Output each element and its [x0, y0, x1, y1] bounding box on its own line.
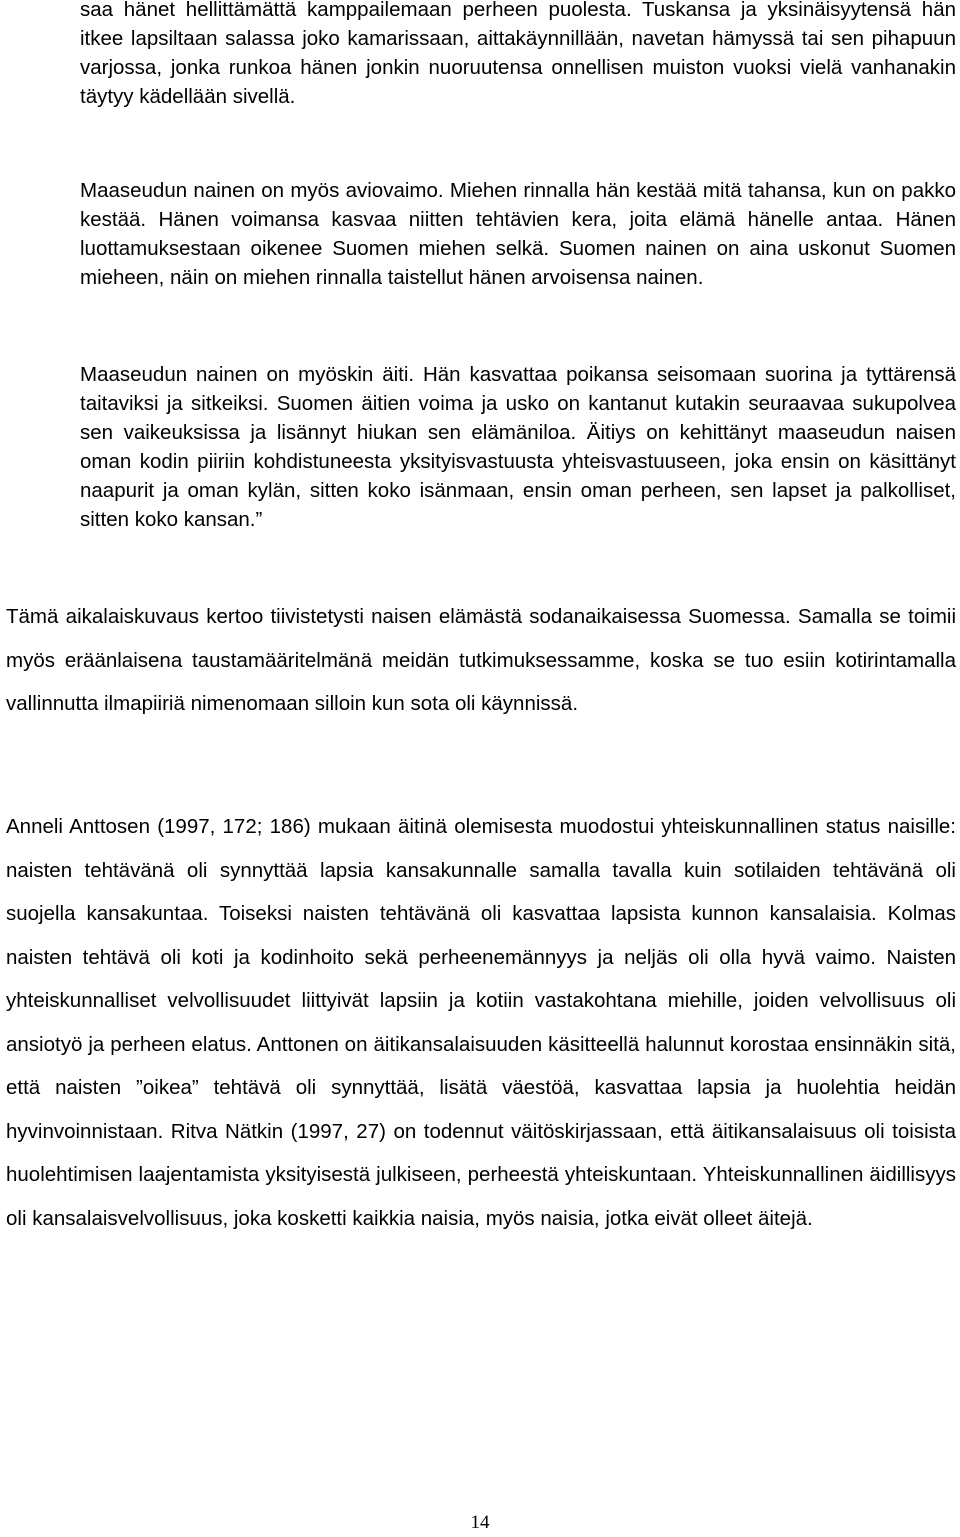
- quote-paragraph-3: Maaseudun nainen on myöskin äiti. Hän kasvattaa poikansa seisomaan suorina ja tyttärensä taitaviksi ja sitkeiksi. Suomen äitien voima ja usko on kantanut kutakin seuraavaa sukupolvea sen vaikeuksissa ja lisännyt hiukan sen elämäniloa. Äitiys on kehittänyt maaseudun naisen oman kodin piiriin kohdistuneesta yksityisvastuusta yhteisvastuuseen, joka ensin on käsittänyt naapurit ja oman kylän, sitten koko isänmaan, ensin oman perheen, sen lapset ja palkolliset, sitten koko kansan.”: [80, 363, 956, 531]
- quote-paragraph-1: saa hänet hellittämättä kamppailemaan perheen puolesta. Tuskansa ja yksinäisyytensä hän itkee lapsiltaan salassa joko kamarissaan, aittakäynnillään, navetan hämyssä tai sen pihapuun varjossa, jonka runkoa hänen jonkin nuoruutensa onnellisen muiston vuoksi vielä vanhanakin täytyy kädellään sivellä.: [80, 0, 956, 108]
- body-paragraph-2: Anneli Anttosen (1997, 172; 186) mukaan äitinä olemisesta muodostui yhteiskunnallinen status naisille: naisten tehtävänä oli synnyttää lapsia kansakunnalle samalla tavalla kuin sotilaiden tehtävänä oli suojella kansakuntaa. Toiseksi naisten tehtävänä oli kasvattaa lapsista kunnon kansalaisia. Kolmas naisten tehtävä oli koti ja kodinhoito sekä perheenemännyys ja neljäs oli olla hyvä vaimo. Naisten yhteiskunnalliset velvollisuudet liittyivät lapsiin ja kotiin vastakohtana miehille, joiden velvollisuus oli ansiotyö ja perheen elatus. Anttonen on äitikansalaisuuden käsitteellä halunnut korostaa ensinnäkin sitä, että naisten ”oikea” tehtävä oli synnyttää, lisätä väestöä, kasvattaa lapsia ja huolehtia heidän hyvinvoinnistaan. Ritva Nätkin (1997, 27) on todennut väitöskirjassaan, että äitikansalaisuus oli toisista huolehtimisen laajentamista yksityisestä julkiseen, perheestä yhteiskuntaan. Yhteiskunnallinen äidillisyys oli kansalaisvelvollisuus, joka kosketti kaikkia naisia, myös naisia, jotka eivät olleet äitejä.: [6, 815, 956, 1230]
- quote-paragraph-2: Maaseudun nainen on myös aviovaimo. Miehen rinnalla hän kestää mitä tahansa, kun on pakko kestää. Hänen voimansa kasvaa niitten tehtävien kera, joita elämä hänelle antaa. Hänen luottamuksestaan oikenee Suomen miehen selkä. Suomen nainen on aina uskonut Suomen mieheen, näin on miehen rinnalla taistellut hänen arvoisensa nainen.: [80, 179, 956, 289]
- page-number: 14: [470, 1512, 490, 1533]
- body-paragraph-1: Tämä aikalaiskuvaus kertoo tiivistetysti naisen elämästä sodanaikaisessa Suomessa. Samalla se toimii myös eräänlaisena taustamääritelmänä meidän tutkimuksessamme, koska se tuo esiin kotirintamalla vallinnutta ilmapiiriä nimenomaan silloin kun sota oli käynnissä.: [6, 605, 956, 715]
